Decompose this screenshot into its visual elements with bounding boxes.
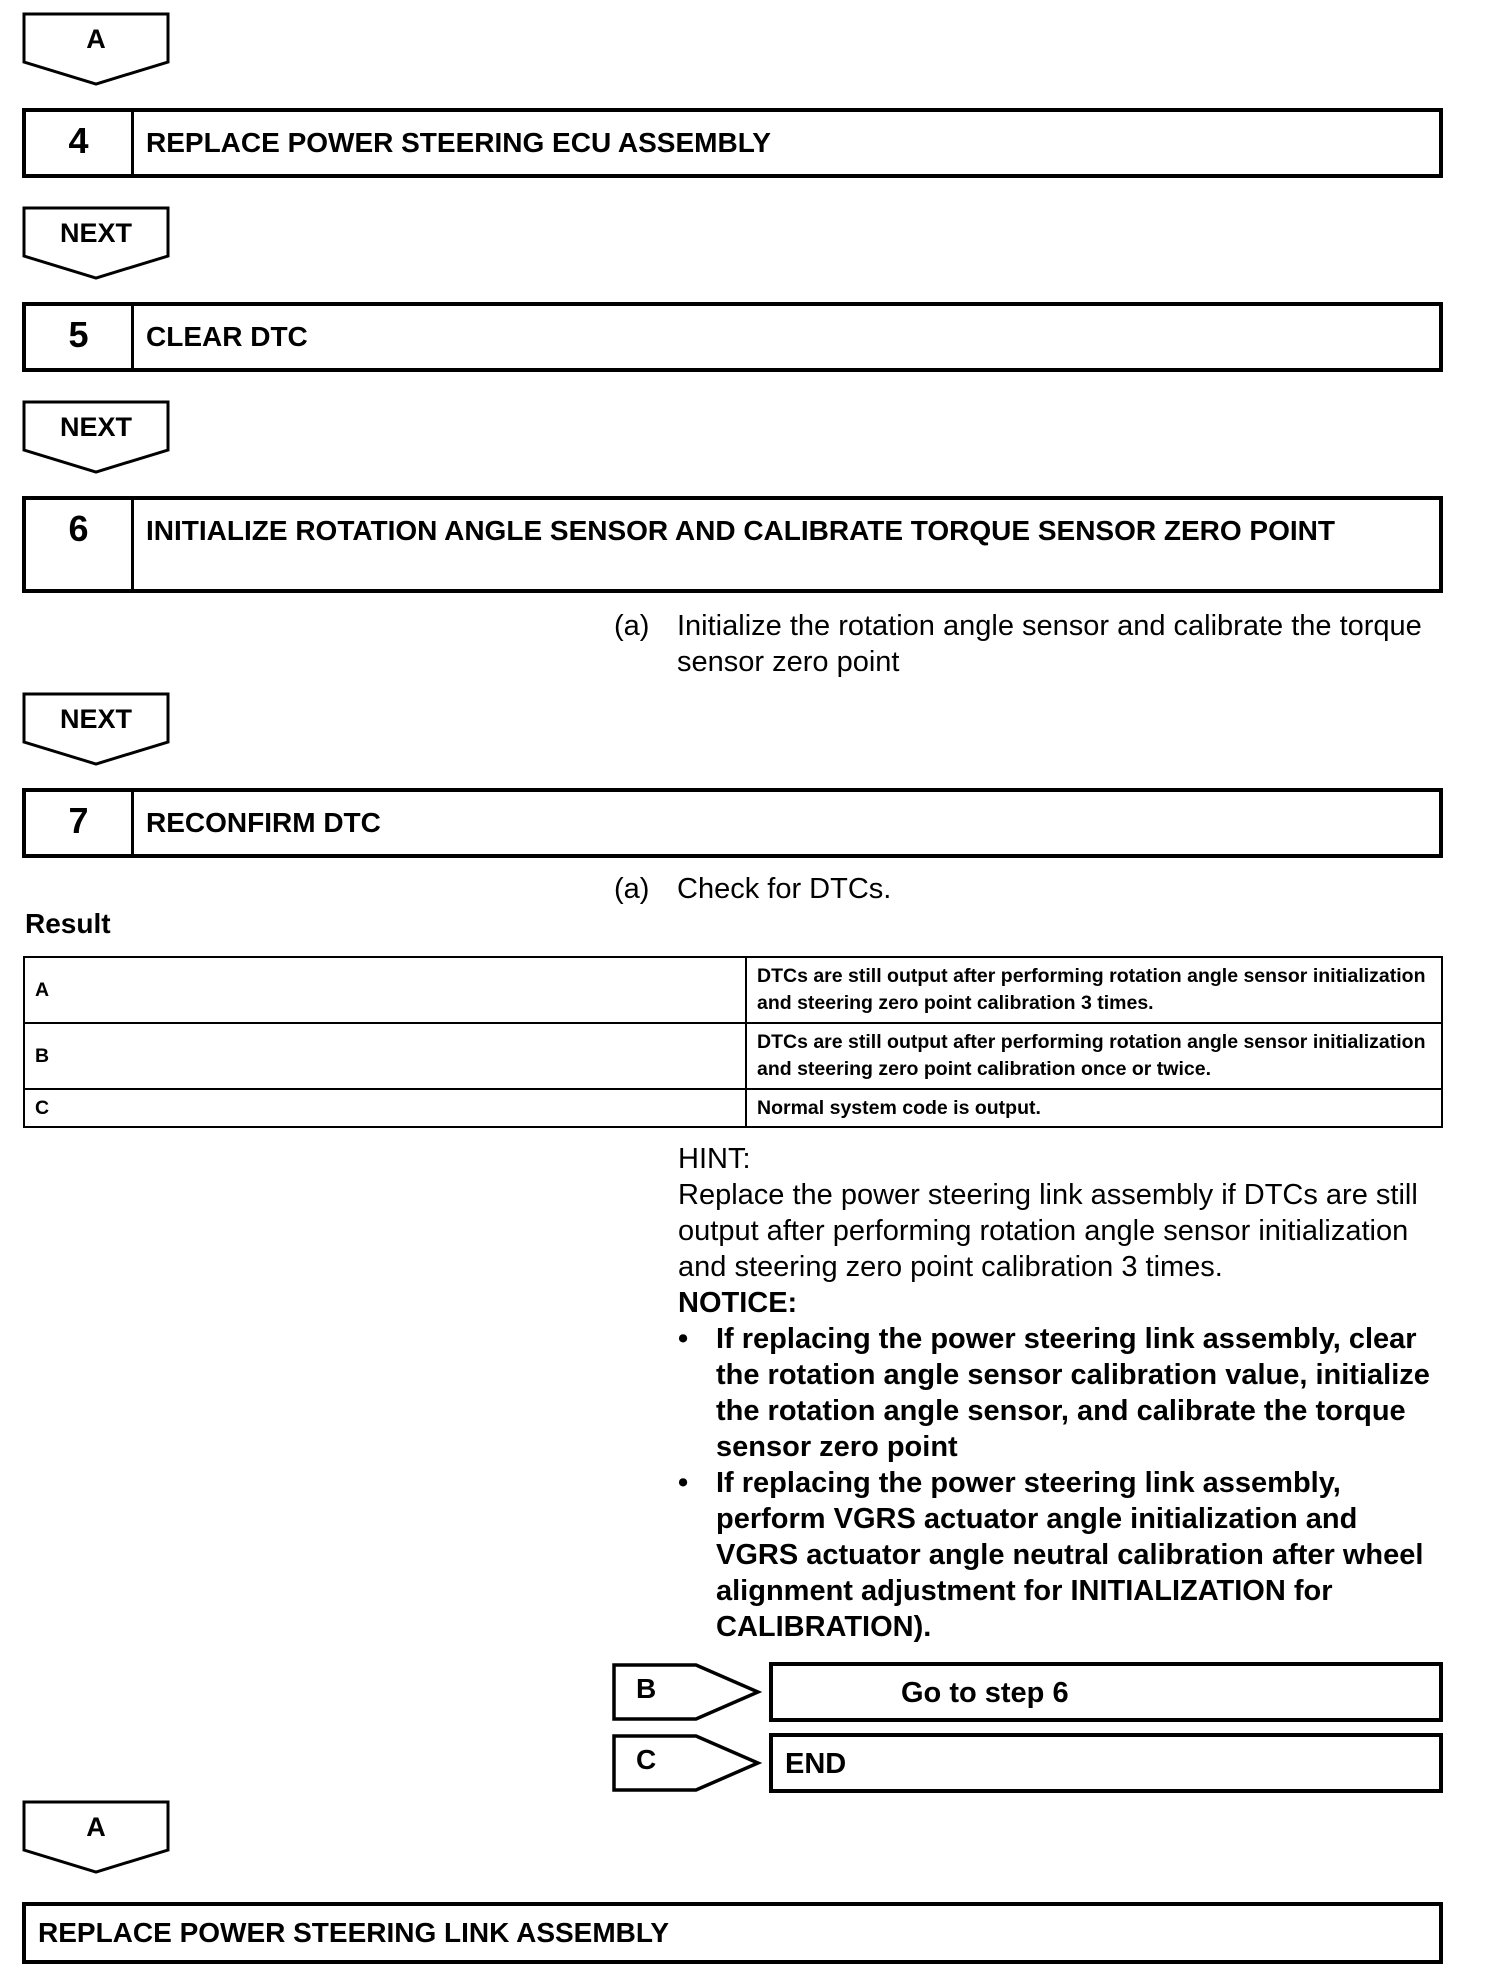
branch-result-text: END	[785, 1748, 847, 1780]
result-code: C	[24, 1089, 746, 1127]
bullet-icon: •	[678, 1323, 689, 1355]
step-title: RECONFIRM DTC	[146, 807, 381, 838]
result-code: A	[24, 957, 746, 1023]
tag-label: NEXT	[59, 704, 132, 734]
final-step-title: REPLACE POWER STEERING LINK ASSEMBLY	[38, 1917, 670, 1948]
step-5-box	[22, 302, 1443, 372]
right-arrow-tag-icon	[612, 1733, 762, 1793]
branch-tag-b	[612, 1662, 762, 1722]
notice-list	[678, 1321, 1438, 1645]
branch-tag-a-bottom	[22, 1800, 170, 1874]
tag-label: NEXT	[59, 218, 132, 248]
step-6-box	[22, 496, 1443, 593]
hint-label: HINT:	[678, 1143, 751, 1175]
notice-item-text: If replacing the power steering link assembly, clear the rotation angle sensor calibration value, initialize the rotation angle sensor, and calibrate the torque sensor zero point	[716, 1323, 1430, 1463]
tag-label: B	[636, 1673, 657, 1704]
step-7-instruction	[614, 871, 1444, 907]
step-number: 5	[26, 306, 134, 368]
notice-label: NOTICE:	[678, 1287, 798, 1319]
hint-section	[678, 1141, 1438, 1645]
tag-label: NEXT	[59, 412, 132, 442]
table-row	[24, 1089, 1442, 1127]
hint-text: Replace the power steering link assembly if DTCs are still output after performing rotation angle sensor initialization and steering zero point calibration 3 times.	[678, 1179, 1418, 1283]
branch-result-text: Go to step 6	[901, 1677, 1069, 1709]
instruction-label: (a)	[614, 873, 650, 905]
bullet-icon: •	[678, 1467, 689, 1499]
instruction-label: (a)	[614, 610, 650, 642]
result-heading: Result	[25, 908, 111, 939]
branch-tag-c	[612, 1733, 762, 1793]
notice-item-text: If replacing the power steering link assembly, perform VGRS actuator angle initialization and VGRS actuator angle neutral calibration after wheel alignment adjustment for INITIALIZATION for CALIBRATION).	[716, 1467, 1424, 1643]
result-table	[23, 956, 1443, 1128]
branch-result-box	[769, 1662, 1443, 1722]
instruction-text: Initialize the rotation angle sensor and calibrate the torque sensor zero point	[677, 610, 1422, 678]
branch-result-box	[769, 1733, 1443, 1793]
next-tag-3	[22, 692, 170, 766]
tag-label: A	[86, 24, 106, 54]
final-step-box	[22, 1902, 1443, 1964]
step-number: 7	[26, 792, 134, 854]
next-tag-2	[22, 400, 170, 474]
step-title: INITIALIZE ROTATION ANGLE SENSOR AND CALIBRATE TORQUE SENSOR ZERO POINT	[146, 515, 1335, 546]
step-4-box	[22, 108, 1443, 178]
next-tag-1	[22, 206, 170, 280]
table-row	[24, 1023, 1442, 1089]
step-number: 4	[26, 112, 134, 174]
table-row	[24, 957, 1442, 1023]
result-condition: DTCs are still output after performing rotation angle sensor initialization and steering zero point calibration once or twice.	[746, 1023, 1442, 1089]
step-title: CLEAR DTC	[146, 321, 308, 352]
step-6-instruction	[614, 608, 1444, 680]
list-item	[678, 1465, 1438, 1645]
result-condition: Normal system code is output.	[746, 1089, 1442, 1127]
result-condition: DTCs are still output after performing rotation angle sensor initialization and steering zero point calibration 3 times.	[746, 957, 1442, 1023]
right-arrow-tag-icon	[612, 1662, 762, 1722]
tag-label: A	[86, 1812, 106, 1842]
tag-label: C	[636, 1744, 657, 1775]
step-7-box	[22, 788, 1443, 858]
instruction-text: Check for DTCs.	[677, 873, 892, 905]
branch-tag-a-top	[22, 12, 170, 86]
list-item	[678, 1321, 1438, 1465]
step-title: REPLACE POWER STEERING ECU ASSEMBLY	[146, 127, 771, 158]
step-number: 6	[26, 500, 134, 589]
result-code: B	[24, 1023, 746, 1089]
